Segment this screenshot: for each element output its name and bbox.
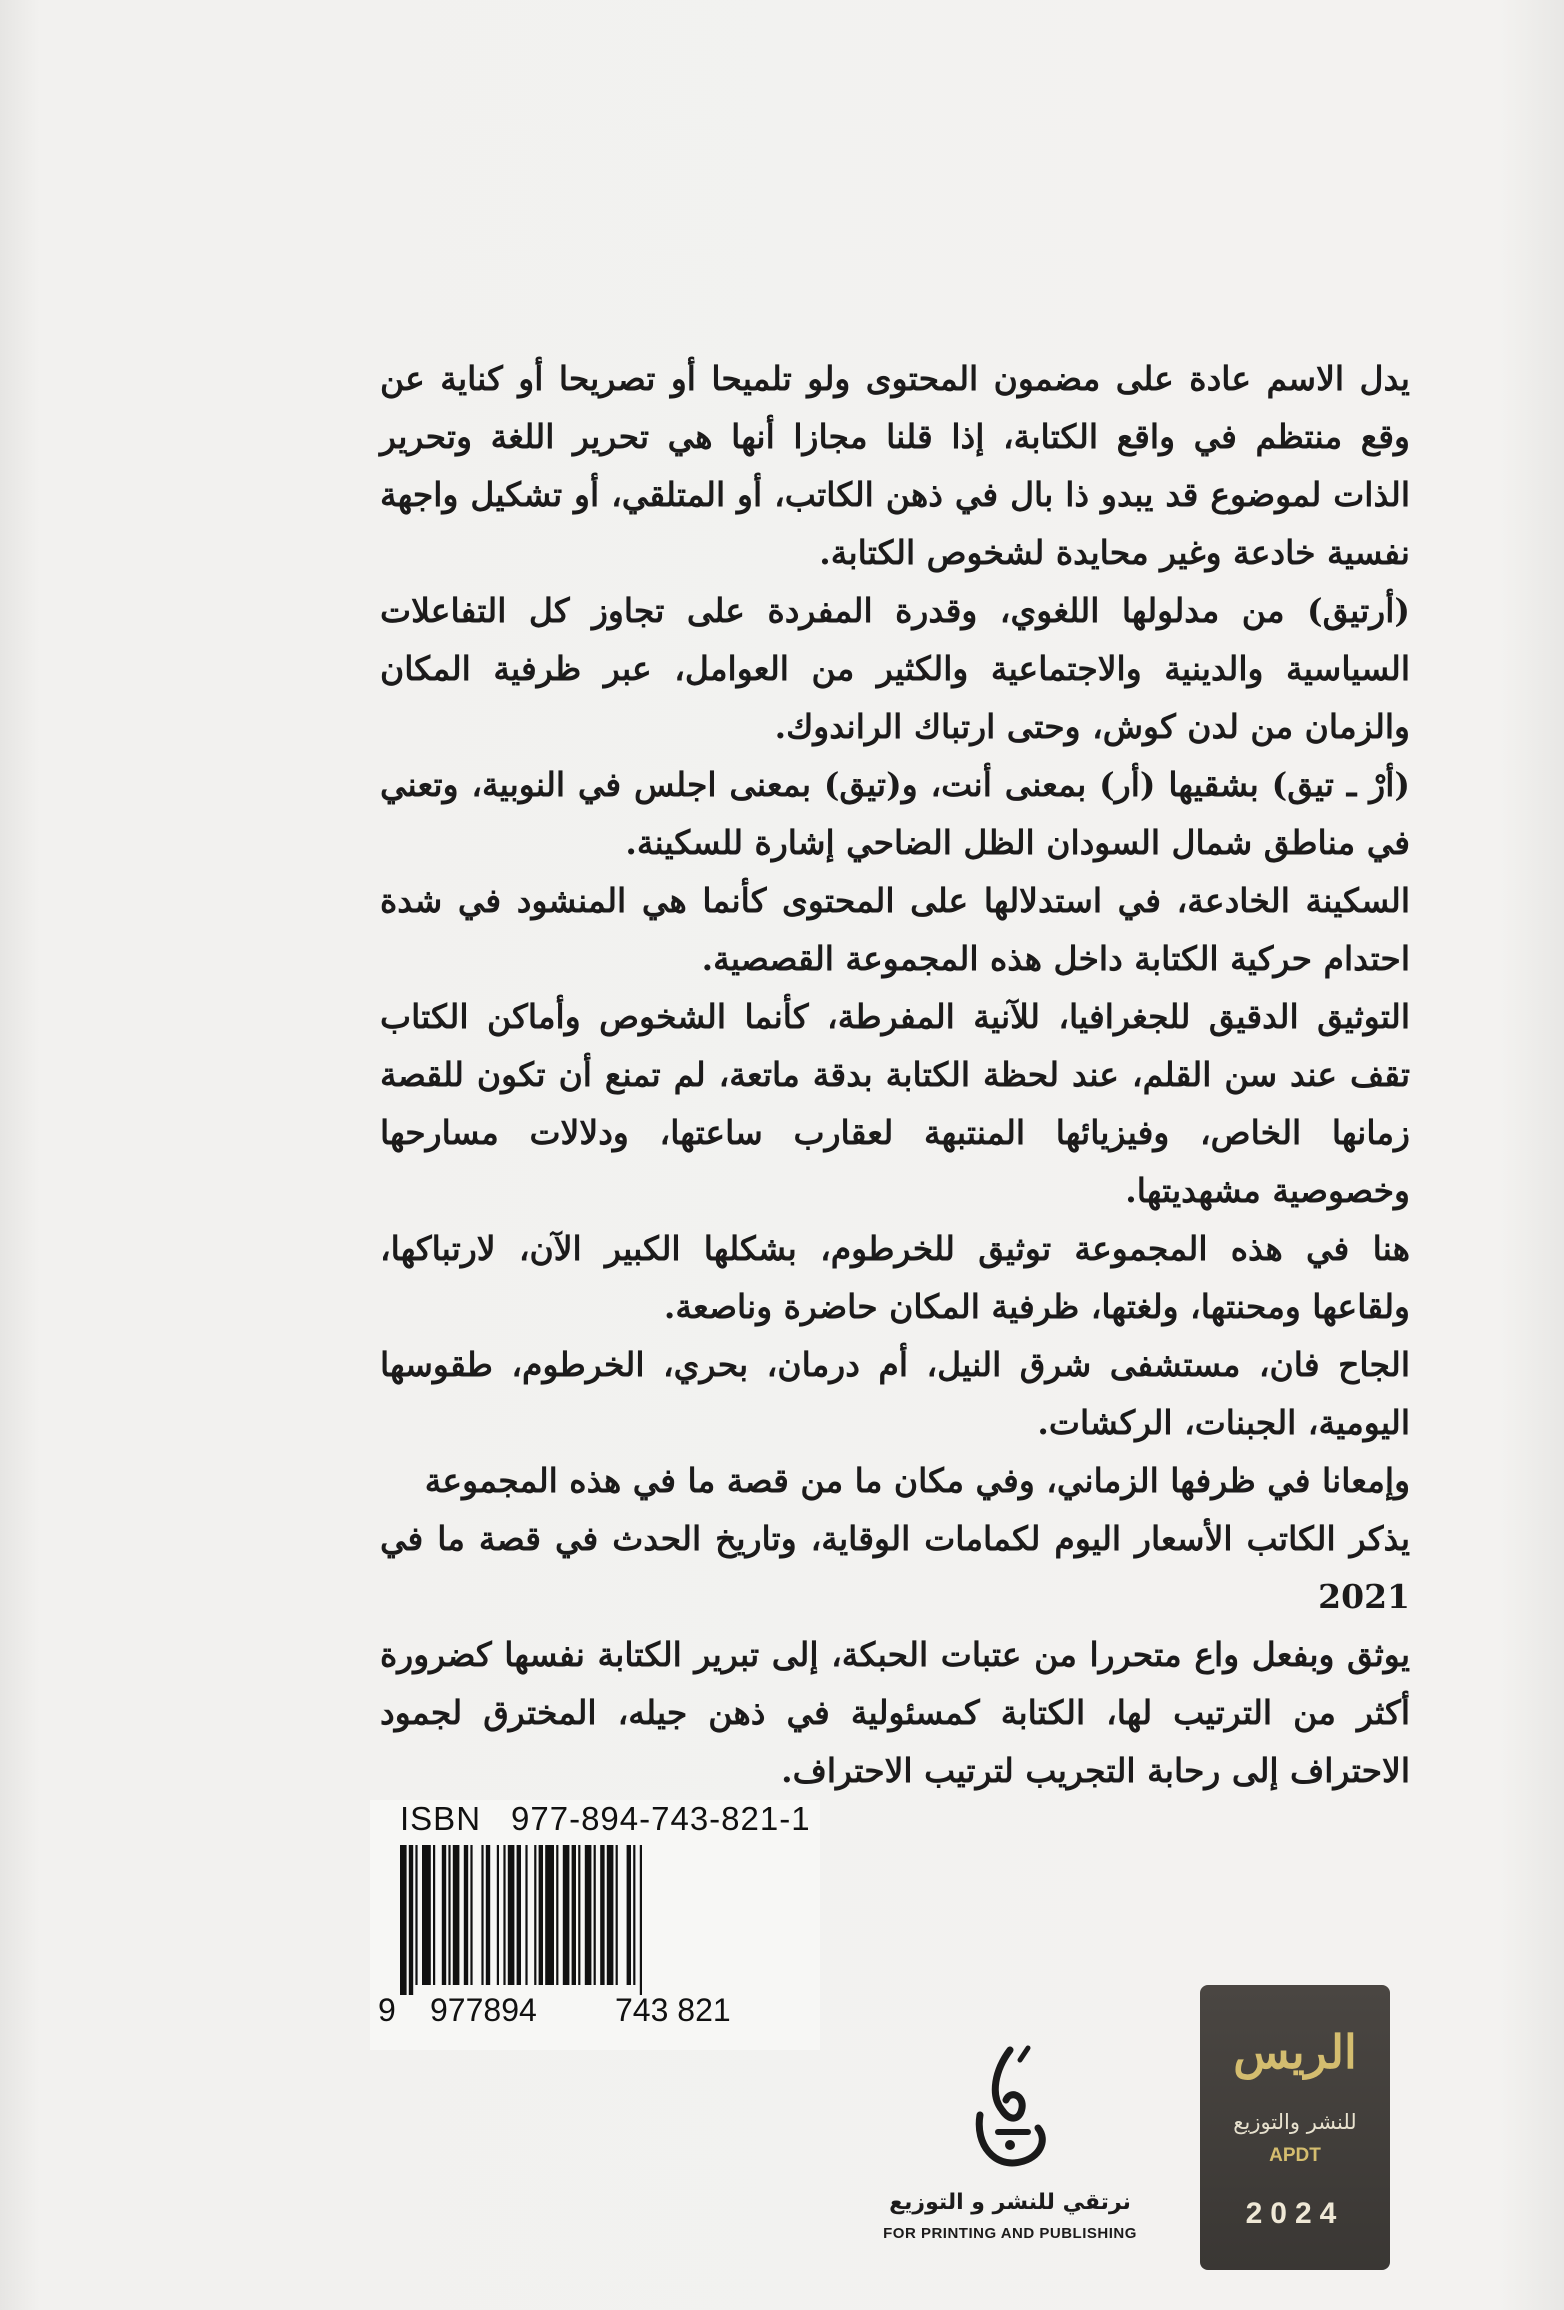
barcode-bar (448, 1845, 450, 1985)
barcode-bar (578, 1845, 580, 1985)
barcode-bar (470, 1845, 472, 1985)
barcode-bar (525, 1845, 527, 1985)
rayyes-year: 2024 (1245, 2197, 1345, 2230)
barcode-digit-group: 743 821 (615, 1992, 731, 2028)
barcode-bar (556, 1845, 558, 1985)
isbn-barcode-block (370, 1800, 820, 2050)
barcode-digits (370, 1992, 820, 2032)
blurb-paragraph: يدل الاسم عادة على مضمون المحتوى ولو تلميحا أو تصريحا أو كناية عن وقع منتظم في واقع الكتابة، إذا قلنا مجازا أنها هي تحرير اللغة وتحرير الذات لموضوع قد يبدو ذا بال في ذهن الكاتب، أو المتلقي، أو تشكيل واجهة نفسية خادعة وغير محايدة لشخوص الكتابة. (380, 359, 1410, 572)
isbn-label: ISBN (400, 1800, 482, 1837)
barcode-bar (539, 1845, 543, 1985)
barcode-bar (633, 1845, 635, 1985)
barcode-bar (585, 1845, 592, 1985)
barcode-bar (422, 1845, 431, 1985)
blurb-paragraph: (أرْ ـ تيق) بشقيها (أر) بمعنى أنت، و(تيق) بمعنى اجلس في النوبية، وتعني في مناطق شمال السودان الظل الضاحي إشارة للسكينة. (380, 765, 1410, 862)
barcode-bar (594, 1845, 596, 1985)
isbn-number: 977-894-743-821-1 (511, 1800, 811, 1837)
blurb-paragraph: التوثيق الدقيق للجغرافيا، للآنية المفرطة، كأنما الشخوص وأماكن الكتاب تقف عند سن القلم، عند لحظة الكتابة بدقة ماتعة، لم تمنع أن تكون للقصة زمانها الخاص، وفيزيائها المنتبهة لعقارب ساعتها، ودلالات مسارحها وخصوصية مشهديتها. (380, 997, 1410, 1210)
barcode-bar (409, 1845, 413, 1995)
barcode-bar (508, 1845, 515, 1985)
rayyes-brand: الريس (1233, 2025, 1357, 2079)
blurb-paragraph: الجاح فان، مستشفى شرق النيل، أم درمان، بحري، الخرطوم، طقوسها اليومية، الجبنات، الركشات. (380, 1345, 1410, 1442)
publisher-logo (860, 2040, 1160, 2250)
barcode-bar (534, 1845, 536, 1985)
blurb-paragraph: السكينة الخادعة، في استدلالها على المحتوى كأنما هي المنشود في شدة احتدام حركية الكتابة داخل هذه المجموعة القصصية. (380, 881, 1410, 978)
barcode-bar (600, 1845, 604, 1985)
barcode-bar (503, 1845, 505, 1985)
barcode-bar (433, 1845, 435, 1985)
barcode-bar (572, 1845, 576, 1985)
barcode-bar (486, 1845, 490, 1985)
barcode-bar (464, 1845, 468, 1985)
barcode-bar (607, 1845, 614, 1985)
isbn-text (400, 1800, 820, 1838)
barcode-graphic (400, 1845, 790, 1995)
barcode-bar (517, 1845, 521, 1985)
back-cover-blurb (380, 350, 1410, 1800)
barcode-bar (481, 1845, 483, 1985)
barcode-bar (616, 1845, 618, 1985)
barcode-bar (442, 1845, 446, 1985)
blurb-paragraph: (أرتيق) من مدلولها اللغوي، وقدرة المفردة على تجاوز كل التفاعلات السياسية والدينية والاجتماعية والكثير من العوامل، عبر ظرفية المكان والزمان من لدن كوش، وحتى ارتباك الراندوك. (380, 591, 1410, 746)
blurb-paragraph: وإمعانا في ظرفها الزماني، وفي مكان ما من قصة ما في هذه المجموعة (424, 1461, 1410, 1500)
barcode-bar (545, 1845, 554, 1985)
blurb-paragraph: هنا في هذه المجموعة توثيق للخرطوم، بشكلها الكبير الآن، لارتباكها، ولقاعها ومحنتها، ولغتها، ظرفية المكان حاضرة وناصعة. (380, 1229, 1410, 1326)
rayyes-apdt: APDT (1269, 2145, 1321, 2166)
publisher-name-en: FOR PRINTING AND PUBLISHING (883, 2225, 1137, 2242)
barcode-bar (627, 1845, 631, 1985)
blurb-paragraph: يذكر الكاتب الأسعار اليوم لكمامات الوقاية، وتاريخ الحدث في قصة ما في 2021 (380, 1519, 1410, 1616)
barcode-bar (497, 1845, 499, 1985)
publisher-name-ar: نرتقي للنشر و التوزيع (889, 2190, 1131, 2215)
barcode-bar (453, 1845, 460, 1985)
barcode-digit-group: 977894 (430, 1992, 537, 2028)
barcode-bar (563, 1845, 570, 1985)
barcode-bar (640, 1845, 642, 1995)
barcode-bar (400, 1845, 407, 1995)
publisher-emblem-icon (860, 2040, 1160, 2190)
barcode-digit-lead: 9 (378, 1992, 396, 2028)
barcode-bar (415, 1845, 417, 1985)
blurb-paragraph: يوثق وبفعل واع متحررا من عتبات الحبكة، إلى تبرير الكتابة نفسها كضرورة أكثر من الترتيب لها، الكتابة كمسئولية في ذهن جيله، المخترق لجمود الاحتراف إلى رحابة التجريب لترتيب الاحتراف. (380, 1635, 1410, 1790)
rayyes-subtitle: للنشر والتوزيع (1233, 2110, 1357, 2134)
rayyes-publisher-badge (1200, 1985, 1390, 2270)
